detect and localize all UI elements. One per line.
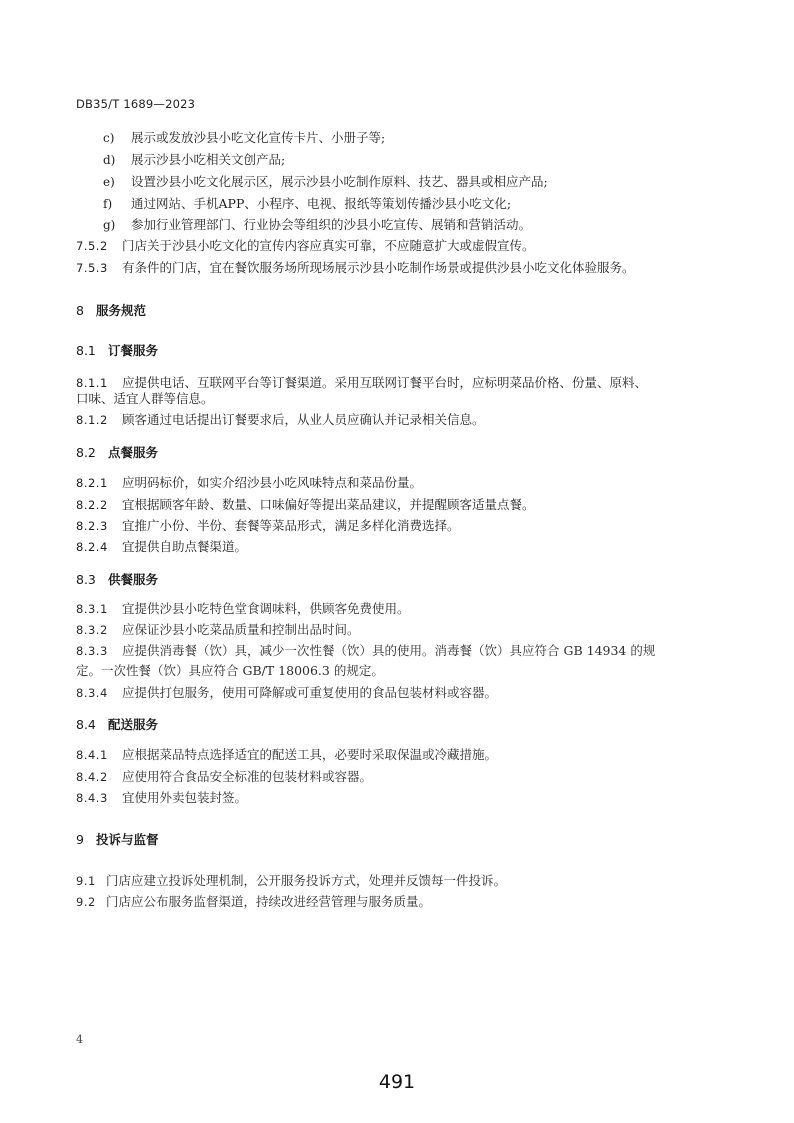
- clause-number: 8.2.2: [76, 498, 108, 512]
- clause-text: 顾客通过电话提出订餐要求后，从业人员应确认并记录相关信息。: [122, 412, 485, 427]
- subsection-number: 8.4: [76, 717, 96, 732]
- clause-text: 宜提供自助点餐渠道。: [122, 539, 248, 554]
- clause: [76, 621, 360, 639]
- subsection-number: 8.1: [76, 343, 96, 358]
- subsection-title: 点餐服务: [108, 445, 159, 460]
- page-number: 4: [76, 1033, 83, 1046]
- clause-text: 有条件的门店，宜在餐饮服务场所现场展示沙县小吃制作场景或提供沙县小吃文化体验服务。: [122, 260, 635, 275]
- subsection-heading: [76, 341, 158, 359]
- list-item-text: 设置沙县小吃文化展示区，展示沙县小吃制作原料、技艺、器具或相应产品;: [131, 174, 548, 189]
- clause-text: 宜使用外卖包装封签。: [122, 790, 248, 805]
- document-header: DB35/T 1689—2023: [76, 97, 196, 111]
- clause-number: 8.2.3: [76, 519, 108, 533]
- clause-number: 7.5.2: [76, 239, 108, 253]
- section-title: 投诉与监督: [96, 832, 159, 847]
- clause-text: 应明码标价，如实介绍沙县小吃风味特点和菜品份量。: [122, 475, 423, 490]
- list-item-label: c): [103, 131, 115, 145]
- list-item: [103, 173, 548, 191]
- clause: [76, 872, 506, 890]
- clause: [76, 789, 247, 807]
- list-item-label: d): [103, 153, 116, 167]
- section-heading: [76, 830, 159, 848]
- subsection-heading: [76, 715, 158, 733]
- clause-number: 8.1.1: [76, 376, 108, 390]
- list-item-label: e): [103, 175, 115, 189]
- clause-text: 门店应建立投诉处理机制，公开服务投诉方式，处理并反馈每一件投诉。: [106, 873, 507, 888]
- clause-number: 8.4.1: [76, 748, 108, 762]
- list-item-label: g): [103, 218, 116, 232]
- subsection-number: 8.2: [76, 445, 96, 460]
- section-title: 服务规范: [96, 303, 147, 318]
- clause-number: 8.3.2: [76, 623, 108, 637]
- clause-text: 应提供消毒餐（饮）具，减少一次性餐（饮）具的使用。消毒餐（饮）具应符合 GB 14934 的规: [122, 643, 656, 658]
- clause-continuation: 口味、适宜人群等信息。: [76, 391, 214, 406]
- clause-number: 8.3.1: [76, 602, 108, 616]
- clause-text: 应提供打包服务，使用可降解或可重复使用的食品包装材料或容器。: [122, 685, 498, 700]
- clause: [76, 538, 247, 556]
- list-item-text: 通过网站、手机APP、小程序、电视、报纸等策划传播沙县小吃文化;: [131, 196, 512, 211]
- clause-continuation: 定。一次性餐（饮）具应符合 GB/T 18006.3 的规定。: [76, 663, 384, 678]
- clause: [76, 474, 422, 492]
- clause-number: 8.3.4: [76, 686, 108, 700]
- clause-text: 应根据菜品特点选择适宜的配送工具，必要时采取保温或冷藏措施。: [122, 747, 498, 762]
- clause: [76, 893, 431, 911]
- list-item: [103, 151, 285, 169]
- section-number: 8: [76, 303, 84, 318]
- clause: [76, 642, 655, 660]
- list-item: [103, 216, 531, 234]
- book-page-number: 491: [378, 1071, 416, 1093]
- clause-number: 8.1.2: [76, 413, 108, 427]
- clause-text: 应使用符合食品安全标准的包装材料或容器。: [122, 769, 373, 784]
- subsection-title: 配送服务: [108, 717, 159, 732]
- clause: [76, 517, 460, 535]
- clause: [76, 259, 635, 277]
- clause-number: 7.5.3: [76, 261, 108, 275]
- subsection-title: 供餐服务: [108, 572, 159, 587]
- clause: [76, 496, 535, 514]
- clause-text: 宜提供沙县小吃特色堂食调味料，供顾客免费使用。: [122, 601, 410, 616]
- clause: [76, 684, 497, 702]
- clause-text: 宜推广小份、半份、套餐等菜品形式，满足多样化消费选择。: [122, 518, 460, 533]
- clause: [76, 237, 535, 255]
- clause: [76, 746, 497, 764]
- clause: [76, 411, 485, 429]
- list-item-text: 展示沙县小吃相关文创产品;: [131, 152, 286, 167]
- list-item-text: 参加行业管理部门、行业协会等组织的沙县小吃宣传、展销和营销活动。: [131, 217, 532, 232]
- list-item: [103, 129, 385, 147]
- clause-number: 8.2.1: [76, 476, 108, 490]
- subsection-heading: [76, 570, 158, 588]
- section-heading: [76, 301, 146, 319]
- clause-number: 9.2: [76, 895, 96, 909]
- clause-number: 9.1: [76, 874, 96, 888]
- clause-number: 8.4.3: [76, 791, 108, 805]
- clause-text: 门店关于沙县小吃文化的宣传内容应真实可靠，不应随意扩大或虚假宣传。: [122, 238, 535, 253]
- clause-text: 门店应公布服务监督渠道，持续改进经营管理与服务质量。: [106, 894, 432, 909]
- clause-text: 应提供电话、互联网平台等订餐渠道。采用互联网订餐平台时，应标明菜品价格、份量、原料、: [122, 375, 648, 390]
- subsection-heading: [76, 443, 158, 461]
- section-number: 9: [76, 832, 84, 847]
- clause-number: 8.3.3: [76, 644, 108, 658]
- list-item-text: 展示或发放沙县小吃文化宣传卡片、小册子等;: [131, 130, 386, 145]
- clause-number: 8.4.2: [76, 770, 108, 784]
- clause: [76, 768, 372, 786]
- list-item-label: f): [103, 197, 113, 211]
- subsection-title: 订餐服务: [108, 343, 159, 358]
- clause-number: 8.2.4: [76, 540, 108, 554]
- subsection-number: 8.3: [76, 572, 96, 587]
- clause-text: 宜根据顾客年龄、数量、口味偏好等提出菜品建议，并提醒顾客适量点餐。: [122, 497, 535, 512]
- clause-text: 应保证沙县小吃菜品质量和控制出品时间。: [122, 622, 360, 637]
- clause: [76, 600, 410, 618]
- list-item: [103, 195, 511, 213]
